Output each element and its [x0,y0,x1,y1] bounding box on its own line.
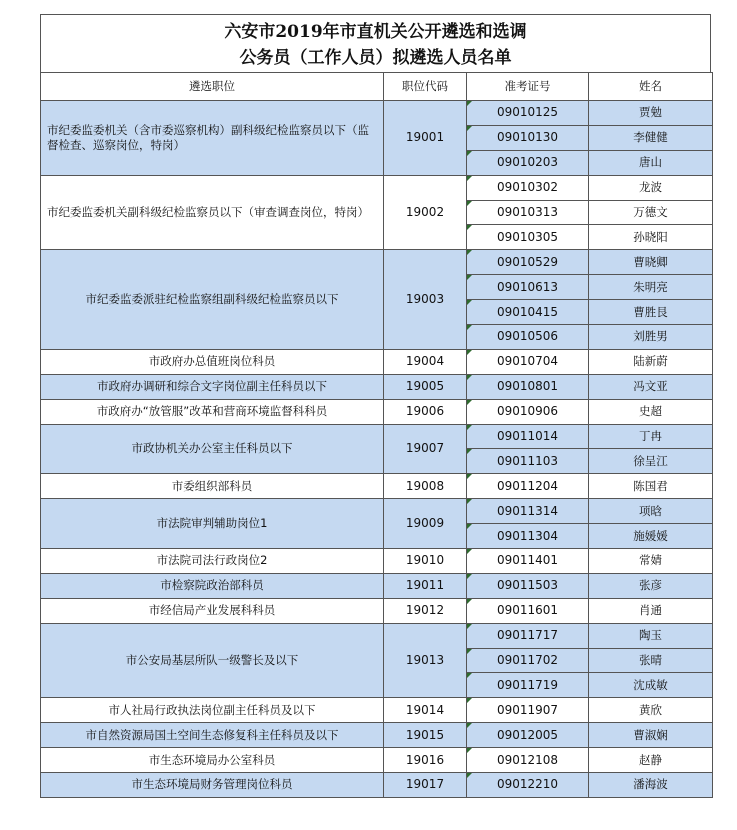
table-row [41,723,713,748]
exam-number-cell: 09010613 [467,275,589,300]
position-cell: 市政府办“放管服”改革和营商环境监督科科员 [41,399,384,424]
name-cell: 陶玉 [589,623,713,648]
position-cell: 市自然资源局国土空间生态修复科主任科员及以下 [41,723,384,748]
position-cell: 市生态环境局办公室科员 [41,748,384,773]
table-row [41,773,713,798]
exam-number-cell: 09011907 [467,698,589,723]
name-cell: 孙晓阳 [589,225,713,250]
exam-number-cell: 09012108 [467,748,589,773]
table-row [41,573,713,598]
exam-number-cell: 09012210 [467,773,589,798]
exam-number-cell: 09010313 [467,200,589,225]
exam-number-cell: 09011401 [467,549,589,574]
table-row [41,250,713,275]
exam-number-cell: 09010529 [467,250,589,275]
code-cell: 19017 [384,773,467,798]
exam-number-cell: 09010704 [467,349,589,374]
table-row [41,549,713,574]
name-cell: 项晗 [589,499,713,524]
exam-number-cell: 09011702 [467,648,589,673]
name-cell: 常婧 [589,549,713,574]
title-line-1: 六安市2019年市直机关公开遴选和选调 [224,22,527,42]
code-cell: 19016 [384,748,467,773]
name-cell: 陆新蔚 [589,349,713,374]
code-cell: 19014 [384,698,467,723]
exam-number-cell: 09010130 [467,125,589,150]
name-cell: 沈成敏 [589,673,713,698]
position-cell: 市政府办调研和综合文字岗位副主任科员以下 [41,374,384,399]
header-name: 姓名 [589,73,713,101]
position-cell: 市纪委监委机关（含市委巡察机构）副科级纪检监察员以下（监督检查、巡察岗位，特岗） [41,101,384,176]
code-cell: 19013 [384,623,467,698]
name-cell: 张晴 [589,648,713,673]
exam-number-cell: 09011103 [467,449,589,474]
position-cell: 市纪委监委派驻纪检监察组副科级纪检监察员以下 [41,250,384,350]
exam-number-cell: 09011503 [467,573,589,598]
name-cell: 曹淑娴 [589,723,713,748]
position-cell: 市法院司法行政岗位2 [41,549,384,574]
exam-number-cell: 09011719 [467,673,589,698]
code-cell: 19003 [384,250,467,350]
code-cell: 19005 [384,374,467,399]
name-cell: 龙波 [589,175,713,200]
name-cell: 万德文 [589,200,713,225]
code-cell: 19004 [384,349,467,374]
name-cell: 曹胜艮 [589,300,713,325]
table-title [40,14,711,72]
table-row [41,698,713,723]
exam-number-cell: 09010906 [467,399,589,424]
code-cell: 19009 [384,499,467,549]
table-row [41,374,713,399]
exam-number-cell: 09011314 [467,499,589,524]
title-line-2: 公务员（工作人员）拟遴选人员名单 [239,48,512,68]
position-cell: 市生态环境局财务管理岗位科员 [41,773,384,798]
code-cell: 19010 [384,549,467,574]
code-cell: 19007 [384,424,467,474]
position-cell: 市政协机关办公室主任科员以下 [41,424,384,474]
header-exam: 准考证号 [467,73,589,101]
candidate-table [40,72,713,798]
table-row [41,748,713,773]
exam-number-cell: 09010506 [467,325,589,350]
table-row [41,623,713,648]
position-cell: 市检察院政治部科员 [41,573,384,598]
table-row [41,175,713,200]
code-cell: 19008 [384,474,467,499]
name-cell: 李健健 [589,125,713,150]
header-code: 职位代码 [384,73,467,101]
table-row [41,598,713,623]
name-cell: 陈国君 [589,474,713,499]
name-cell: 潘海波 [589,773,713,798]
name-cell: 肖通 [589,598,713,623]
table-row [41,399,713,424]
table-row [41,101,713,126]
position-cell: 市人社局行政执法岗位副主任科员及以下 [41,698,384,723]
position-cell: 市政府办总值班岗位科员 [41,349,384,374]
position-cell: 市公安局基层所队一级警长及以下 [41,623,384,698]
code-cell: 19011 [384,573,467,598]
position-cell: 市委组织部科员 [41,474,384,499]
table-row [41,499,713,524]
exam-number-cell: 09011717 [467,623,589,648]
exam-number-cell: 09010203 [467,150,589,175]
exam-number-cell: 09012005 [467,723,589,748]
name-cell: 唐山 [589,150,713,175]
position-cell: 市经信局产业发展科科员 [41,598,384,623]
exam-number-cell: 09010415 [467,300,589,325]
name-cell: 曹晓卿 [589,250,713,275]
exam-number-cell: 09011304 [467,524,589,549]
name-cell: 张彦 [589,573,713,598]
name-cell: 冯文亚 [589,374,713,399]
table-row [41,349,713,374]
table-row [41,474,713,499]
exam-number-cell: 09010125 [467,101,589,126]
name-cell: 史超 [589,399,713,424]
position-cell: 市法院审判辅助岗位1 [41,499,384,549]
exam-number-cell: 09010305 [467,225,589,250]
name-cell: 施媛媛 [589,524,713,549]
name-cell: 徐呈江 [589,449,713,474]
name-cell: 刘胜男 [589,325,713,350]
name-cell: 朱明亮 [589,275,713,300]
exam-number-cell: 09011204 [467,474,589,499]
code-cell: 19012 [384,598,467,623]
name-cell: 贾勉 [589,101,713,126]
code-cell: 19006 [384,399,467,424]
name-cell: 黄欣 [589,698,713,723]
name-cell: 赵静 [589,748,713,773]
exam-number-cell: 09011014 [467,424,589,449]
exam-number-cell: 09011601 [467,598,589,623]
code-cell: 19002 [384,175,467,250]
code-cell: 19001 [384,101,467,176]
exam-number-cell: 09010302 [467,175,589,200]
name-cell: 丁冉 [589,424,713,449]
table-body [41,101,713,798]
header-row [41,73,713,101]
position-cell: 市纪委监委机关副科级纪检监察员以下（审查调查岗位，特岗） [41,175,384,250]
exam-number-cell: 09010801 [467,374,589,399]
header-position: 遴选职位 [41,73,384,101]
code-cell: 19015 [384,723,467,748]
table-row [41,424,713,449]
